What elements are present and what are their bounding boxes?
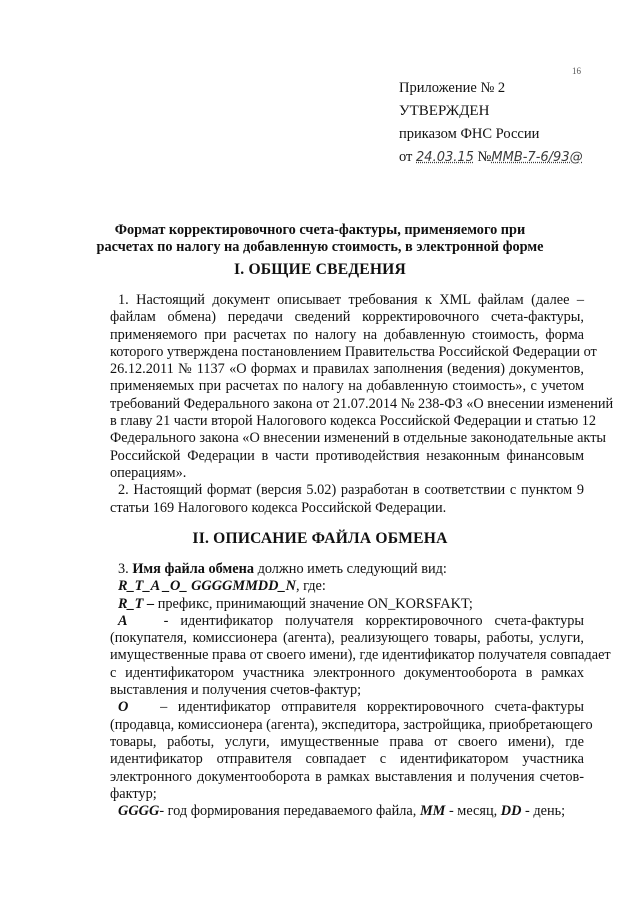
paragraph-line: применяемого при расчетах по налогу на добавленную стоимость, форма [110,326,584,343]
file-name-pattern: R_T_A _O_ GGGGMMDD_N [118,578,296,595]
paragraph-line: 26.12.2011 № 1137 «О формах и правилах заполнения (ведения) документов, [110,361,584,378]
from-label: от [399,149,413,165]
section-2-body [110,561,611,820]
paragraph-line: в главу 21 части второй Налогового кодекса Российской Федерации и статью 12 [110,413,597,430]
doc-title-line-2: расчетах по налогу на добавленную стоимость, в электронной форме [96,239,544,255]
paragraph-line: статьи 169 Налогового кодекса Российской Федерации. [110,499,447,516]
section-1-paragraph-1 [110,292,614,517]
o-definition-line: электронного документооборота в рамках выставления и получения счетов- [110,768,584,785]
paragraph-line: 2. Настоящий формат (версия 5.02) разработан в соответствии с пунктом 9 [118,482,584,499]
a-definition-line: выставления и получения счетов-фактур; [110,682,362,699]
a-definition-line: с идентификатором участника электронного документооборота в рамках [110,664,584,681]
section-2-heading: II. ОПИСАНИЕ ФАЙЛА ОБМЕНА [192,530,448,547]
page-number: 16 [572,66,581,76]
date-components-definition: GGGG- год формирования передаваемого файла, MM - месяц, DD - день; [118,803,566,820]
file-name-term: Имя файла обмена [132,561,254,577]
o-definition-line: товары, работы, услуги, имущественные права от своего имени), где [110,733,584,750]
handwritten-order-number: ММВ-7-6/93@ [491,150,583,165]
section-1-heading: I. ОБЩИЕ СВЕДЕНИЯ [234,261,406,278]
number-sign: № [477,149,492,165]
paragraph-line: файлам обмена) передачи сведений корректировочного счета-фактуры, [110,309,584,326]
paragraph-line: требований Федерального закона от 21.07.2014 № 238-ФЗ «О внесении изменений [110,395,614,412]
approved-label: УТВЕРЖДЕН [399,103,490,119]
o-definition-line: фактур; [110,785,157,802]
paragraph-line: Российской Федерации в части противодействия незаконным финансовым [110,447,584,464]
o-definition-line: (продавца, комиссионера (агента), экспедитора, застройщика, приобретающего [110,716,593,733]
paragraph-line: которого утверждена постановлением Правительства Российской Федерации от [110,343,597,360]
order-label: приказом ФНС России [399,126,540,142]
order-date-line [399,149,583,166]
doc-title-line-1: Формат корректировочного счета-фактуры, применяемого при [114,222,526,238]
handwritten-date: 24.03.15 [416,150,474,165]
item-3-line: 3. Имя файла обмена должно иметь следующий вид: [118,561,447,577]
file-name-pattern-line: R_T_A _O_ GGGGMMDD_N, где: [118,578,326,595]
a-definition-line: имущественные права от своего имени), где идентификатор получателя совпадает [110,647,611,664]
paragraph-line: Федерального закона «О внесении изменений в отдельные законодательные акты [110,430,607,447]
a-definition-line: A - идентификатор получателя корректировочного счета-фактуры [118,612,584,629]
o-definition-line: O – идентификатор отправителя корректировочного счета-фактуры [118,699,585,716]
paragraph-line: 1. Настоящий документ описывает требования к XML файлам (далее – [118,292,584,308]
a-definition-line: (покупателя, комиссионера (агента), реализующего товары, работы, услуги, [110,630,584,647]
appendix-label: Приложение № 2 [399,80,506,96]
prefix-definition: R_T – префикс, принимающий значение ON_KORSFAKT; [118,595,473,612]
o-definition-line: идентификатор отправителя совпадает с идентификатором участника [110,751,584,768]
paragraph-line: применяемых при расчетах по налогу на добавленную стоимость», с учетом [110,378,584,395]
paragraph-line: операциям». [110,464,187,481]
